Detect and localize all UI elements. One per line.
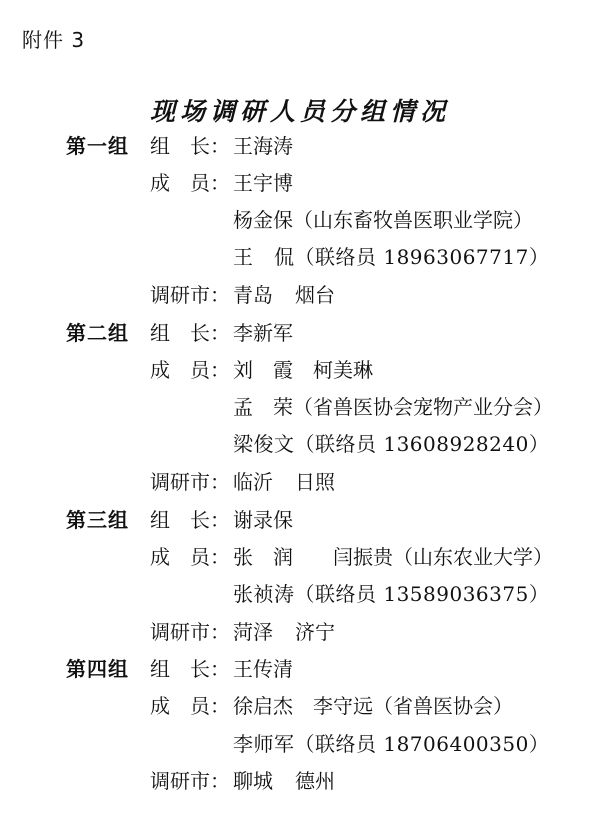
- city-list: [233, 617, 335, 647]
- attachment-label: 附件 3: [22, 28, 86, 52]
- member-line: 刘 霞 柯美琳: [233, 358, 373, 382]
- member-line: 张 润 闫振贵（山东农业大学）: [233, 545, 553, 569]
- group-name: 第三组: [66, 508, 129, 532]
- cities-label: 调研市：: [150, 620, 230, 644]
- cities-label: 调研市：: [150, 769, 230, 793]
- leader-name: 李新军: [233, 321, 293, 345]
- city: 临沂: [233, 470, 273, 494]
- members-label: 成 员：: [150, 171, 230, 195]
- city-list: [233, 467, 335, 497]
- members-label: 成 员：: [150, 694, 230, 718]
- member-line: 杨金保（山东畜牧兽医职业学院）: [233, 208, 533, 232]
- member-line: 徐启杰 李守远（省兽医协会）: [233, 694, 513, 718]
- city: 日照: [295, 470, 335, 494]
- member-line: 李师军（联络员 18706400350）: [233, 732, 550, 756]
- members-label: 成 员：: [150, 358, 230, 382]
- member-line: 孟 荣（省兽医协会宠物产业分会）: [233, 395, 553, 419]
- cities-label: 调研市：: [150, 283, 230, 307]
- leader-name: 王传清: [233, 657, 293, 681]
- city: 济宁: [295, 620, 335, 644]
- city: 菏泽: [233, 620, 273, 644]
- member-line: 梁俊文（联络员 13608928240）: [233, 432, 550, 456]
- member-line: 张祯涛（联络员 13589036375）: [233, 582, 550, 606]
- city: 聊城: [233, 769, 273, 793]
- city-list: [233, 766, 335, 796]
- city: 青岛: [233, 283, 273, 307]
- group-name: 第二组: [66, 321, 129, 345]
- cities-label: 调研市：: [150, 470, 230, 494]
- group-name: 第四组: [66, 657, 129, 681]
- city: 烟台: [295, 283, 335, 307]
- city-list: [233, 280, 335, 310]
- member-line: 王宇博: [233, 171, 293, 195]
- leader-label: 组 长：: [150, 508, 230, 532]
- city: 德州: [295, 769, 335, 793]
- leader-name: 王海涛: [233, 134, 293, 158]
- leader-label: 组 长：: [150, 657, 230, 681]
- member-line: 王 侃（联络员 18963067717）: [233, 245, 550, 269]
- leader-label: 组 长：: [150, 134, 230, 158]
- group-name: 第一组: [66, 134, 129, 158]
- document-title: 现场调研人员分组情况: [149, 97, 450, 126]
- members-label: 成 员：: [150, 545, 230, 569]
- leader-name: 谢录保: [233, 508, 293, 532]
- leader-label: 组 长：: [150, 321, 230, 345]
